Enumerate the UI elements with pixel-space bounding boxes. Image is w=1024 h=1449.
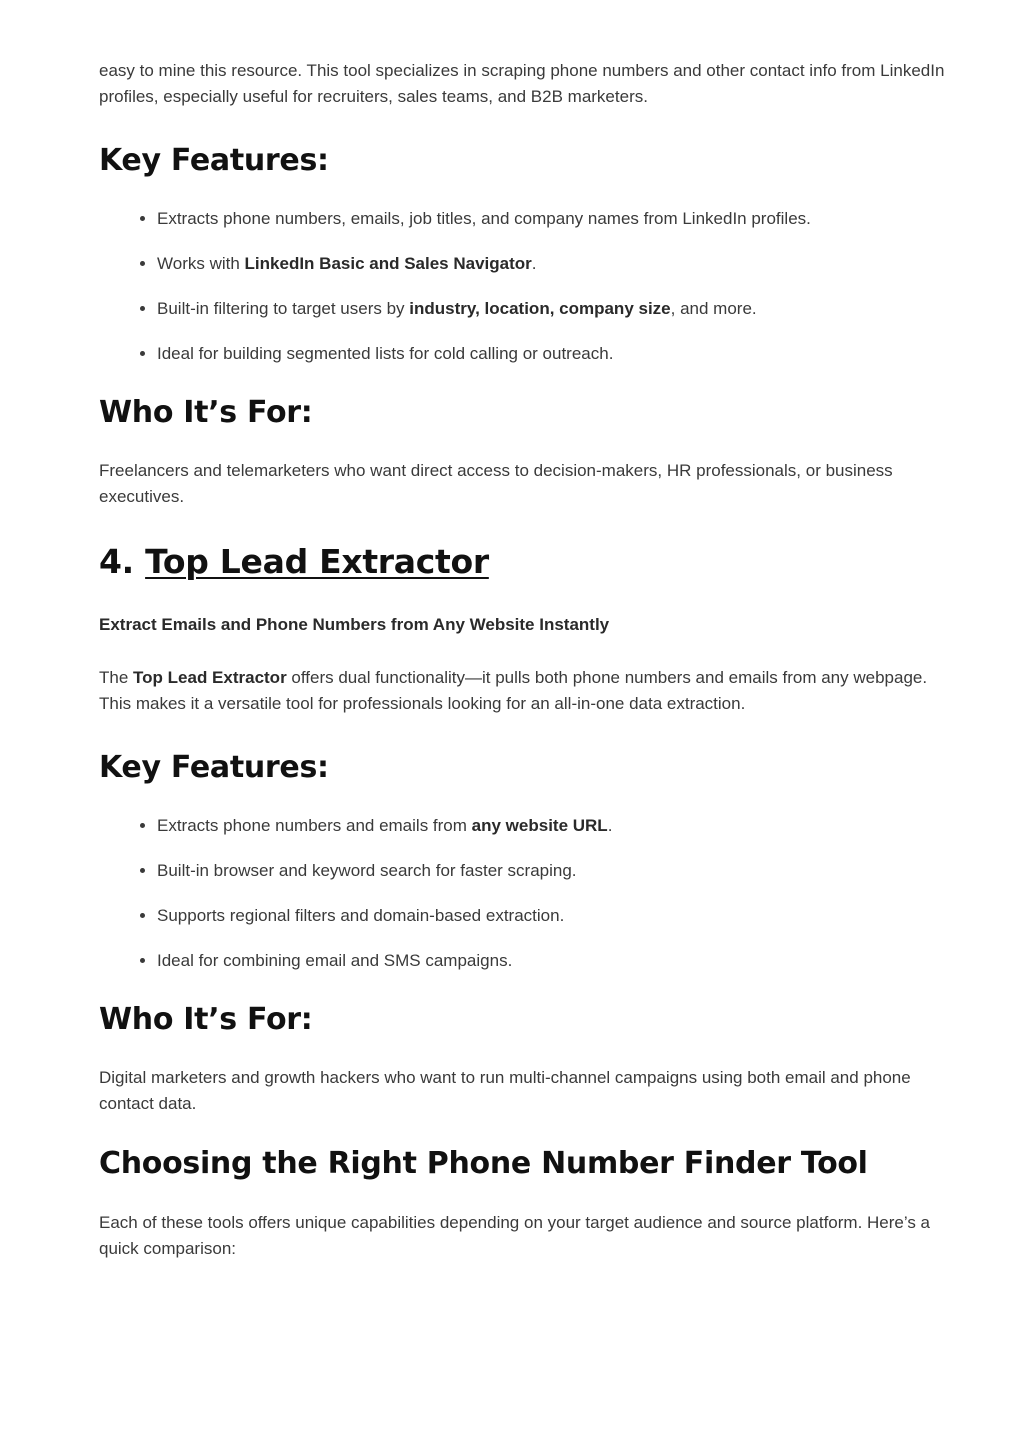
key-features-heading: Key Features: (99, 750, 329, 785)
list-item (157, 948, 959, 974)
choosing-paragraph: Each of these tools offers unique capabilities depending on your target audience and source platform. Here’s a quick comparison: (99, 1213, 931, 1258)
tool-heading (99, 543, 959, 581)
feature-text: Supports regional filters and domain-based extraction. (157, 906, 565, 925)
choosing-heading: Choosing the Right Phone Number Finder Tool (99, 1146, 868, 1181)
who-its-for-heading: Who It’s For: (99, 1002, 313, 1037)
key-features-list (99, 206, 959, 367)
article-body (99, 58, 959, 1262)
list-item (157, 296, 959, 322)
feature-text: Works with (157, 254, 245, 273)
feature-text: Extracts phone numbers, emails, job titles, and company names from LinkedIn profiles. (157, 209, 811, 228)
feature-text: Built-in browser and keyword search for faster scraping. (157, 861, 577, 880)
description-bold-text: Top Lead Extractor (133, 668, 287, 687)
key-features-heading: Key Features: (99, 143, 329, 178)
tool-description (99, 665, 959, 717)
tool-number: 4. (99, 542, 146, 581)
who-its-for-paragraph: Digital marketers and growth hackers who want to run multi-channel campaigns using both email and phone contact data. (99, 1068, 911, 1113)
description-text: The (99, 668, 134, 687)
feature-text: Extracts phone numbers and emails from (157, 816, 472, 835)
intro-paragraph: easy to mine this resource. This tool specializes in scraping phone numbers and other contact info from LinkedIn profiles, especially useful for recruiters, sales teams, and B2B marketers. (99, 61, 945, 106)
feature-text: . (607, 816, 613, 835)
description-text: offers dual functionality—it pulls both phone numbers and emails from any webpage. This makes it a versatile tool for professionals looking for an all-in-one data extraction. (99, 668, 928, 713)
who-its-for-heading: Who It’s For: (99, 395, 313, 430)
tool-tagline: Extract Emails and Phone Numbers from Any Website Instantly (99, 615, 610, 634)
feature-text: . (531, 254, 537, 273)
list-item (157, 903, 959, 929)
list-item (157, 251, 959, 277)
feature-bold-text: industry, location, company size (409, 299, 671, 318)
feature-bold-text: any website URL (471, 816, 608, 835)
top-lead-extractor-link[interactable]: Top Lead Extractor (145, 542, 489, 581)
feature-text: Built-in filtering to target users by (157, 299, 410, 318)
list-item (157, 206, 959, 232)
who-its-for-paragraph: Freelancers and telemarketers who want direct access to decision-makers, HR professionals, or business executives. (99, 461, 893, 506)
list-item (157, 341, 959, 367)
key-features-list (99, 813, 959, 974)
list-item (157, 813, 959, 839)
list-item (157, 858, 959, 884)
feature-text: Ideal for building segmented lists for cold calling or outreach. (157, 344, 614, 363)
feature-text: , and more. (670, 299, 757, 318)
feature-bold-text: LinkedIn Basic and Sales Navigator (244, 254, 532, 273)
feature-text: Ideal for combining email and SMS campaigns. (157, 951, 513, 970)
